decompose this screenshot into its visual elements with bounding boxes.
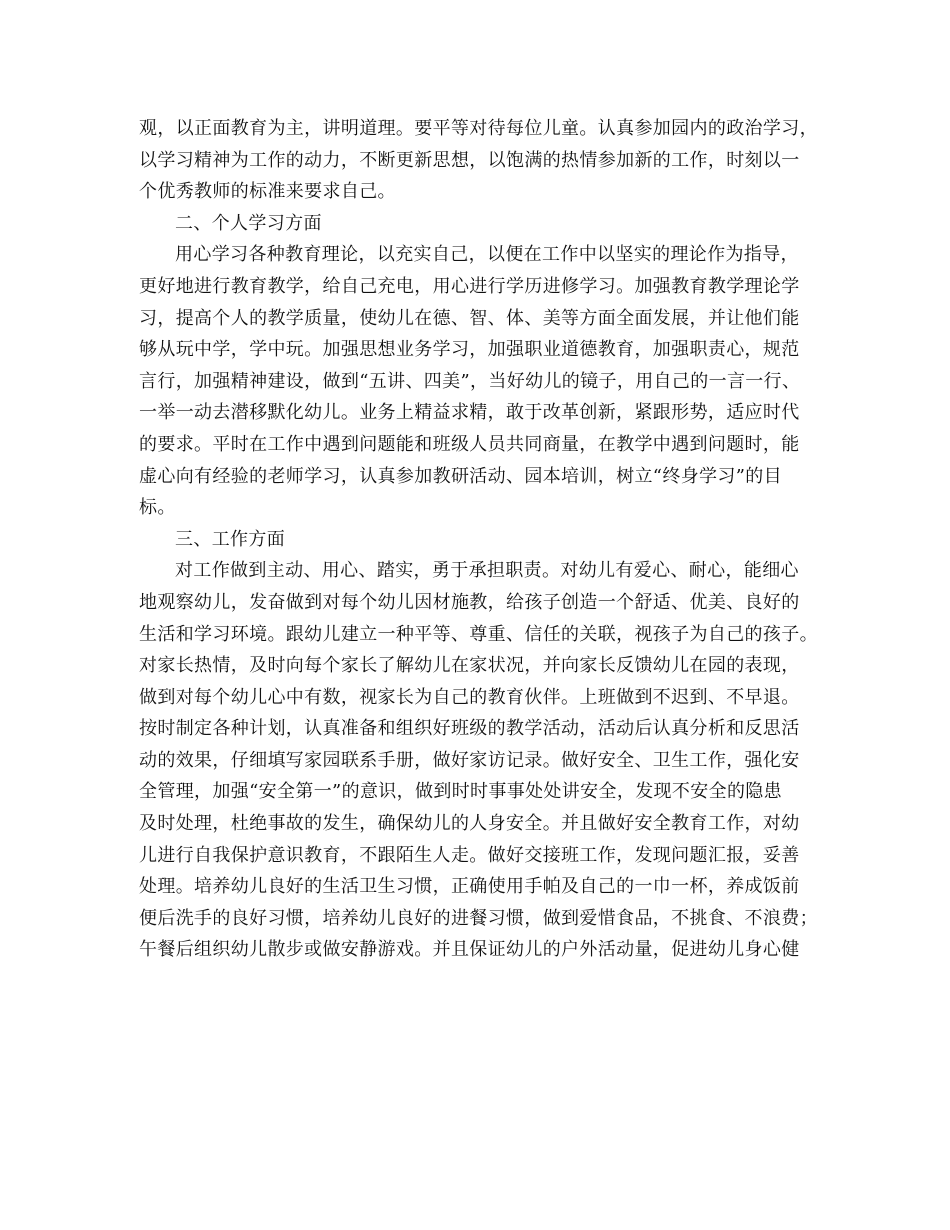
text-line: 全管理，加强“安全第一”的意识，做到时时事事处处讲安全，发现不安全的隐患 [139,781,783,803]
paragraph-first-line: 对工作做到主动、用心、踏实，勇于承担职责。对幼儿有爱心、耐心，能细心 [175,560,799,582]
text-line: 够从玩中学，学中玩。加强思想业务学习，加强职业道德教育，加强职责心，规范 [139,339,800,361]
text-line: 便后洗手的良好习惯，培养幼儿良好的进餐习惯，做到爱惜食品，不挑食、不浪费； [139,907,818,929]
text-line: 动的效果，仔细填写家园联系手册，做好家访记录。做好安全、卫生工作，强化安 [139,749,800,771]
text-line: 更好地进行教育教学，给自己充电，用心进行学历进修学习。加强教育教学理论学 [139,275,800,297]
text-line: 按时制定各种计划，认真准备和组织好班级的教学活动，活动后认真分析和反思活 [139,718,800,740]
text-line: 生活和学习环境。跟幼儿建立一种平等、尊重、信任的关联，视孩子为自己的孩子。 [139,623,818,645]
text-line: 观，以正面教育为主，讲明道理。要平等对待每位儿童。认真参加园内的政治学习， [139,118,818,139]
text-line: 个优秀教师的标准来要求自己。 [139,181,396,203]
text-line: 言行，加强精神建设，做到“五讲、四美”，当好幼儿的镜子，用自己的一言一行、 [139,370,801,392]
text-line: 一举一动去潜移默化幼儿。业务上精益求精，敢于改革创新，紧跟形势，适应时代 [139,402,800,424]
text-line: 儿进行自我保护意识教育，不跟陌生人走。做好交接班工作，发现问题汇报，妥善 [139,844,800,866]
text-line: 对家长热情，及时向每个家长了解幼儿在家状况，并向家长反馈幼儿在园的表现， [139,655,800,677]
section-heading-personal-study: 二、个人学习方面 [175,212,322,234]
text-line: 做到对每个幼儿心中有数，视家长为自己的教育伙伴。上班做到不迟到、不早退。 [139,686,800,708]
text-line: 标。 [139,497,176,519]
text-line: 及时处理，杜绝事故的发生，确保幼儿的人身安全。并且做好安全教育工作，对幼 [139,813,800,835]
section-heading-work: 三、工作方面 [175,528,286,550]
paragraph-first-line: 用心学习各种教育理论，以充实自己，以便在工作中以坚实的理论作为指导， [175,244,799,266]
text-line: 虚心向有经验的老师学习，认真参加教研活动、园本培训，树立“终身学习”的目 [139,465,783,487]
text-line: 以学习精神为工作的动力，不断更新思想，以饱满的热情参加新的工作，时刻以一 [139,149,800,171]
text-line: 午餐后组织幼儿散步或做安静游戏。并且保证幼儿的户外活动量，促进幼儿身心健 [139,939,800,961]
text-line: 习，提高个人的教学质量，使幼儿在德、智、体、美等方面全面发展，并让他们能 [139,307,800,329]
text-line: 处理。培养幼儿良好的生活卫生习惯，正确使用手帕及自己的一巾一杯，养成饭前 [139,876,800,898]
text-line: 地观察幼儿，发奋做到对每个幼儿因材施教，给孩子创造一个舒适、优美、良好的 [139,591,800,613]
document-body [139,113,829,966]
text-line: 的要求。平时在工作中遇到问题能和班级人员共同商量，在教学中遇到问题时，能 [139,433,800,455]
